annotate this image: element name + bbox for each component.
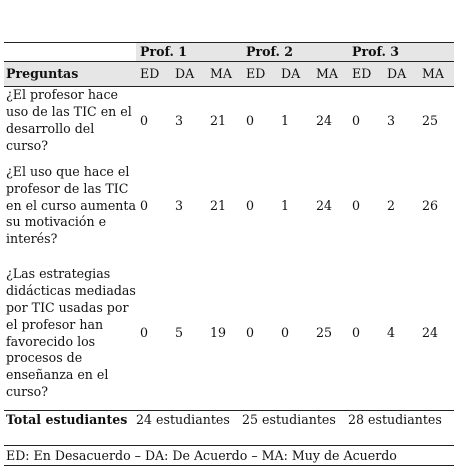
empty-header-cell (4, 43, 136, 61)
question-row-1 (4, 87, 454, 155)
total-prof-3: 28 estudiantes (348, 412, 442, 427)
value-cell: 1 (281, 197, 290, 213)
value-cell: 25 (422, 112, 439, 128)
value-cell: 25 (316, 325, 333, 341)
value-cell: 21 (210, 112, 227, 128)
value-cell: 21 (210, 197, 227, 213)
value-cell: 2 (387, 197, 396, 213)
question-row-3 (4, 257, 454, 410)
p1-ma-header: MA (210, 66, 232, 81)
value-cell: 0 (246, 325, 255, 341)
value-cell: 0 (140, 112, 149, 128)
survey-table (4, 42, 454, 466)
value-cell: 0 (352, 325, 361, 341)
question-row-2 (4, 155, 454, 257)
column-header-row (4, 62, 454, 87)
p3-ed-header: ED (352, 66, 372, 81)
total-row (4, 410, 454, 446)
value-cell: 0 (246, 197, 255, 213)
value-cell: 0 (352, 197, 361, 213)
value-cell: 24 (422, 325, 439, 341)
value-cell: 5 (175, 325, 184, 341)
value-cell: 0 (140, 325, 149, 341)
professor-1-header: Prof. 1 (136, 43, 242, 61)
professor-header-row (4, 42, 454, 62)
value-cell: 1 (281, 112, 290, 128)
p2-ma-header: MA (316, 66, 338, 81)
question-text: ¿Las estrategias didácticas mediadas por TIC usadas por el profesor han favorecido los procesos de enseñanza en el curso? (6, 265, 136, 400)
professor-3-header: Prof. 3 (348, 43, 454, 61)
value-cell: 0 (140, 197, 149, 213)
value-cell: 26 (422, 197, 439, 213)
legend-footnote: ED: En Desacuerdo – DA: De Acuerdo – MA: Muy de Acuerdo (4, 446, 454, 466)
value-cell: 0 (352, 112, 361, 128)
p1-ed-header: ED (140, 66, 160, 81)
question-text: ¿El profesor hace uso de las TIC en el desarrollo del curso? (6, 87, 132, 153)
questions-header: Preguntas (6, 66, 79, 81)
value-cell: 4 (387, 325, 396, 341)
total-prof-2: 25 estudiantes (242, 412, 336, 427)
p3-da-header: DA (387, 66, 407, 81)
professor-2-header: Prof. 2 (242, 43, 348, 61)
p1-da-header: DA (175, 66, 195, 81)
question-text: ¿El uso que hace el profesor de las TIC en el curso aumenta su motivación e interés? (6, 163, 136, 247)
value-cell: 3 (387, 112, 396, 128)
total-label: Total estudiantes (6, 412, 128, 427)
value-cell: 24 (316, 112, 333, 128)
value-cell: 24 (316, 197, 333, 213)
value-cell: 0 (281, 325, 290, 341)
p3-ma-header: MA (422, 66, 444, 81)
value-cell: 3 (175, 112, 184, 128)
value-cell: 19 (210, 325, 227, 341)
value-cell: 0 (246, 112, 255, 128)
p2-ed-header: ED (246, 66, 266, 81)
p2-da-header: DA (281, 66, 301, 81)
total-prof-1: 24 estudiantes (136, 412, 230, 427)
value-cell: 3 (175, 197, 184, 213)
